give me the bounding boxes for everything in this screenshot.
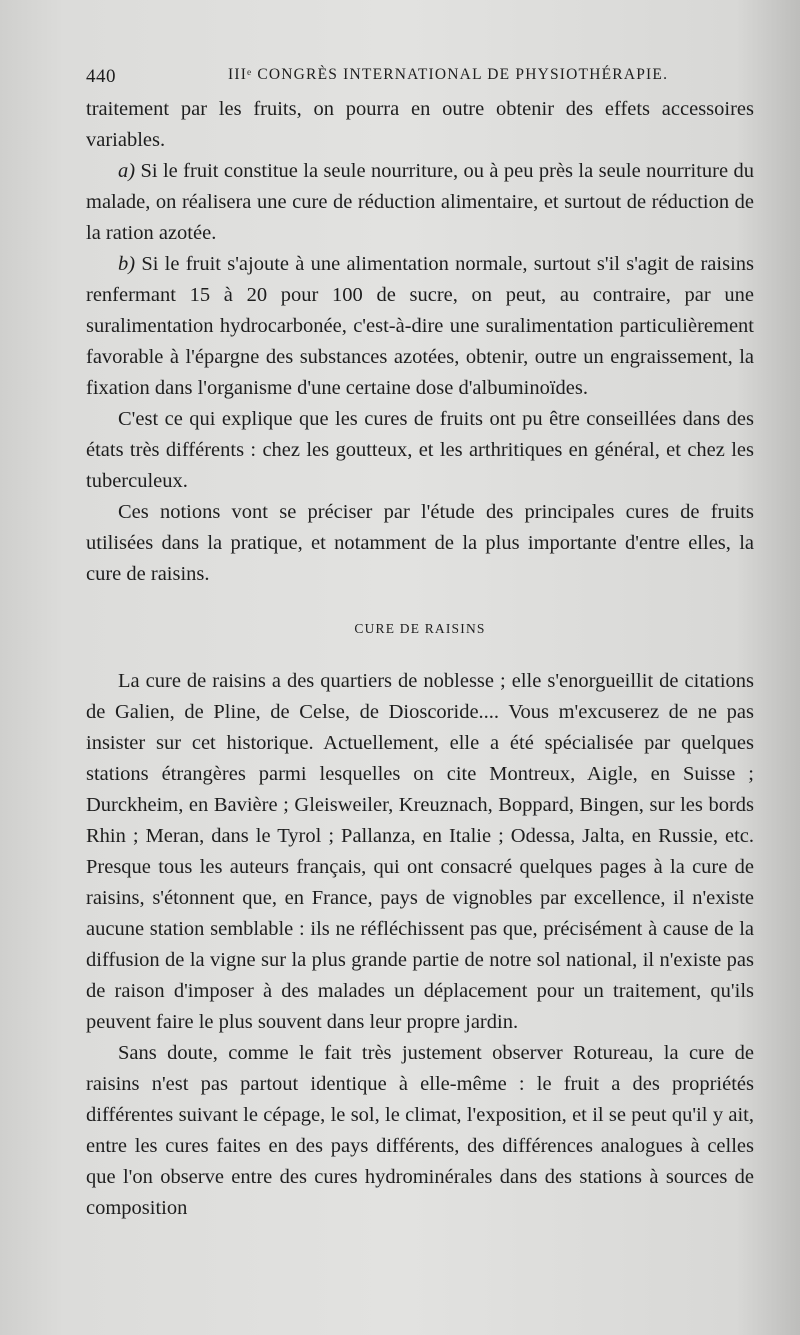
list-marker: a)	[118, 160, 136, 182]
list-marker: b)	[118, 253, 136, 275]
section-heading: CURE DE RAISINS	[354, 621, 486, 636]
body-text	[86, 94, 754, 1224]
paragraph-text: Ces notions vont se préciser par l'étude des principales cures de fruits utilisées dans la pratique, et notamment de la plus importante d'entre elles, la cure de raisins.	[86, 501, 754, 585]
paragraph-text: Sans doute, comme le fait très justement observer Rotureau, la cure de raisins n'est pas partout identique à elle-même : le fruit a des propriétés différentes suivant le cépage, le sol, le climat, l'exposition, et il se peut qu'il y ait, entre les cures faites en des pays différents, des différences analogues à celles que l'on observe entre des cures hydrominérales dans des stations à sources de composition	[86, 1042, 754, 1219]
paragraph-text: C'est ce qui explique que les cures de fruits ont pu être conseillées dans des états très différents : chez les goutteux, et les arthritiques en général, et chez les tuberculeux.	[86, 408, 754, 492]
paragraph	[86, 404, 754, 497]
paragraph-text: La cure de raisins a des quartiers de noblesse ; elle s'enorgueillit de citations de Galien, de Pline, de Celse, de Dioscoride.... Vous m'excuserez de ne pas insister sur cet historique. Actuellement, elle a été spécialisée par quelques stations étrangères parmi lesquelles on cite Montreux, Aigle, en Suisse ; Durckheim, en Bavière ; Gleisweiler, Kreuznach, Boppard, Bingen, sur les bords Rhin ; Meran, dans le Tyrol ; Pallanza, en Italie ; Odessa, Jalta, en Russie, etc. Presque tous les auteurs français, qui ont consacré quelques pages à la cure de raisins, s'étonnent que, en France, pays de vignobles par excellence, il n'existe aucune station semblable : ils ne réfléchissent pas que, précisément à cause de la diffusion de la vigne sur la plus grande partie de notre sol national, il n'existe pas de raison d'imposer à des malades un déplacement pour un traitement, qu'ils peuvent faire le plus souvent dans leur propre jardin.	[86, 670, 754, 1033]
paragraph	[86, 156, 754, 249]
paragraph-text: Si le fruit constitue la seule nourriture, ou à peu près la seule nourriture du malade, on réalisera une cure de réduction alimentaire, et surtout de réduction de la ration azotée.	[86, 160, 754, 244]
page-number: 440	[86, 66, 116, 87]
running-head: IIIᵉ CONGRÈS INTERNATIONAL DE PHYSIOTHÉRAPIE.	[228, 66, 669, 83]
paragraph	[86, 497, 754, 590]
paragraph	[86, 666, 754, 1038]
paragraph	[86, 94, 754, 156]
paragraph	[86, 1038, 754, 1224]
page-header	[86, 62, 754, 88]
paragraph-text: Si le fruit s'ajoute à une alimentation normale, surtout s'il s'agit de raisins renfermant 15 à 20 pour 100 de sucre, on peut, au contraire, par une suralimentation hydrocarbonée, c'est-à-dire une suralimentation particulièrement favorable à l'épargne des substances azotées, obtenir, outre un engraissement, la fixation dans l'organisme d'une certaine dose d'albuminoïdes.	[86, 253, 754, 399]
paragraph-text: traitement par les fruits, on pourra en outre obtenir des effets accessoires variables.	[86, 98, 754, 151]
paragraph	[86, 249, 754, 404]
